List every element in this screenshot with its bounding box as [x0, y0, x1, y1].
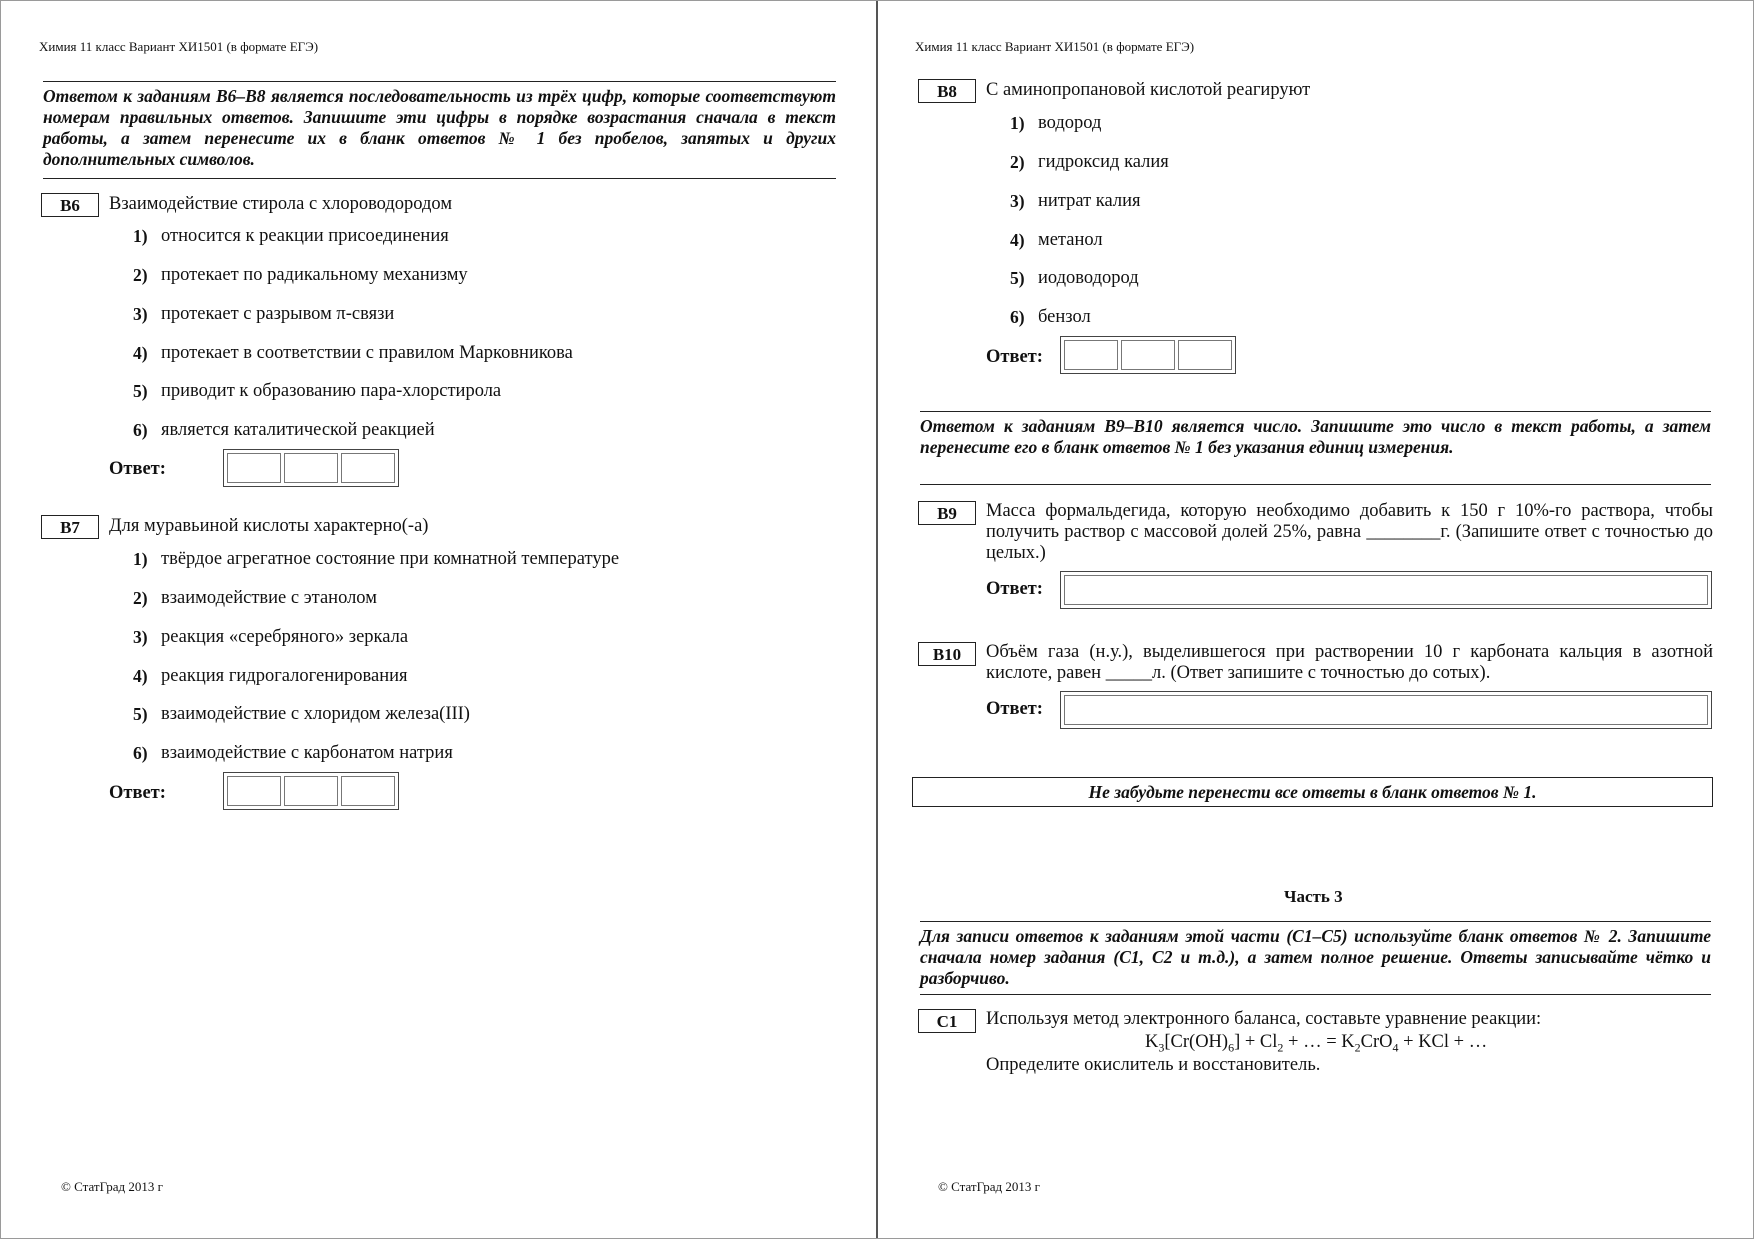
answer-row	[986, 336, 1306, 376]
answer-row	[986, 691, 1713, 731]
answer-row	[986, 571, 1713, 611]
question-label: В8	[918, 79, 976, 103]
answer-label: Ответ:	[986, 699, 1043, 719]
question-stem-2: Определите окислитель и восстановитель.	[986, 1055, 1321, 1075]
answer-cell[interactable]	[284, 776, 338, 806]
question-c1	[918, 1009, 1713, 1089]
question-stem: С аминопропановой кислотой реагируют	[986, 80, 1311, 100]
page-footer: © СтатГрад 2013 г	[61, 1179, 163, 1194]
answer-field[interactable]	[1060, 571, 1712, 609]
instruction-b6-b8: Ответом к заданиям В6–В8 является последовательность из трёх цифр, которые соответствуют номерам правильных ответов. Запишите эти цифры в порядке возрастания сначала в текст работы, а затем перенесите их в бланк ответов № 1 без пробелов, запятых и других дополнительных символов.	[43, 81, 836, 179]
right-page	[878, 1, 1753, 1238]
question-label: В9	[918, 501, 976, 525]
question-label: В6	[41, 193, 99, 217]
page-header: Химия 11 класс Вариант ХИ1501 (в формате ЕГЭ)	[915, 39, 1195, 54]
question-b8: В8 С аминопропановой кислотой реагируют 1) водород 2) гидроксид калия 3) нитрат калия 4) метанол 5) иодоводород 6) бензол Ответ:	[918, 79, 1718, 379]
answer-cell[interactable]	[227, 776, 281, 806]
page-footer: © СтатГрад 2013 г	[938, 1179, 1040, 1194]
answer-cells[interactable]	[223, 449, 399, 487]
answer-label: Ответ:	[986, 347, 1043, 367]
question-b10	[918, 642, 1713, 732]
answer-row	[109, 772, 429, 812]
question-b9	[918, 501, 1713, 611]
answer-cell[interactable]	[227, 453, 281, 483]
answer-cell[interactable]	[1178, 340, 1232, 370]
question-label: С1	[918, 1009, 976, 1033]
answer-label: Ответ:	[109, 783, 166, 803]
question-stem: Для муравьиной кислоты характерно(-а)	[109, 516, 429, 536]
answer-row	[109, 449, 429, 489]
part-title: Часть 3	[1284, 887, 1343, 906]
answer-field[interactable]	[1060, 691, 1712, 729]
left-page	[1, 1, 876, 1238]
answer-label: Ответ:	[109, 459, 166, 479]
instruction-b9-b10: Ответом к заданиям В9–В10 является число. Запишите это число в текст работы, а затем перенесите его в бланк ответов № 1 без указания единиц измерения.	[920, 411, 1711, 485]
answer-label: Ответ:	[986, 579, 1043, 599]
question-b6: В6 Взаимодействие стирола с хлороводородом 1) относится к реакции присоединения 2) протекает по радикальному механизму 3) протекает с разрывом π-связи 4) протекает в соответствии с правилом Марковникова 5) приводит к образованию пара-хлорстирола 6) является каталитической реакцией Ответ:	[41, 193, 841, 493]
answer-cell[interactable]	[341, 453, 395, 483]
answer-cell[interactable]	[341, 776, 395, 806]
answer-cells[interactable]	[1060, 336, 1236, 374]
answer-cell[interactable]	[284, 453, 338, 483]
reminder-box: Не забудьте перенести все ответы в бланк ответов № 1.	[912, 777, 1713, 807]
question-stem: Взаимодействие стирола с хлороводородом	[109, 194, 453, 214]
answer-cell[interactable]	[1064, 340, 1118, 370]
reaction-equation: $K_3[Cr(OH)_6] + Cl_2$ + … = $K_2CrO_4$ + KCl + …	[1145, 1032, 1488, 1055]
question-label: В10	[918, 642, 976, 666]
instruction-part3: Для записи ответов к заданиям этой части (С1–С5) используйте бланк ответов № 2. Запишите сначала номер задания (С1, С2 и т.д.), а затем полное решение. Ответы записывайте чётко и разборчиво.	[920, 921, 1711, 995]
question-b7: В7 Для муравьиной кислоты характерно(-а) 1) твёрдое агрегатное состояние при комнатной температуре 2) взаимодействие с этанолом 3) реакция «серебряного» зеркала 4) реакция гидрогалогенирования 5) взаимодействие с хлоридом железа(III) 6) взаимодействие с карбонатом натрия Ответ:	[41, 515, 841, 815]
question-stem: Объём газа (н.у.), выделившегося при растворении 10 г карбоната кальция в азотной кислоте, равен _____л. (Ответ запишите с точностью до сотых).	[986, 642, 1713, 683]
answer-cells[interactable]	[223, 772, 399, 810]
question-label: В7	[41, 515, 99, 539]
question-stem: Масса формальдегида, которую необходимо добавить к 150 г 10%-го раствора, чтобы получить раствор с массовой долей 25%, равна ________г. (Запишите ответ с точностью до целых.)	[986, 501, 1713, 563]
page-header: Химия 11 класс Вариант ХИ1501 (в формате ЕГЭ)	[39, 39, 319, 54]
answer-cell[interactable]	[1121, 340, 1175, 370]
question-stem: Используя метод электронного баланса, составьте уравнение реакции:	[986, 1009, 1542, 1029]
